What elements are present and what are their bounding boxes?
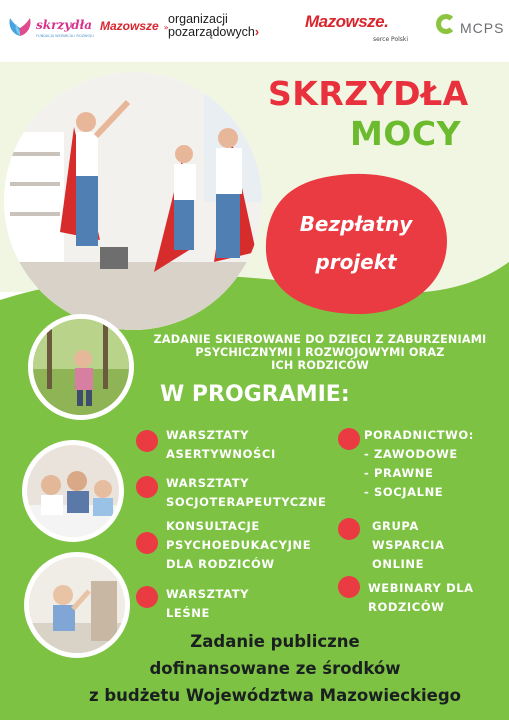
badge-blob (262, 172, 450, 318)
program-item-left-3: KONSULTACJE PSYCHOEDUKACYJNE DLA RODZICÓW (166, 519, 312, 571)
funding-note (40, 628, 509, 709)
bullet-dot (136, 586, 158, 608)
badge-line-1: Bezpłatny (299, 212, 413, 236)
funding-line-2: dofinansowane ze środków (149, 659, 401, 678)
organizacje-line2: pozarządowych (168, 25, 255, 39)
mazowsze-tagline: serce Polski (373, 36, 409, 43)
program-item-left-1: WARSZTATY ASERTYWNOŚCI (166, 428, 276, 461)
double-chevron-icon: » (163, 23, 169, 32)
task-description (140, 333, 500, 372)
task-line-3: ICH RODZICÓW (271, 359, 369, 372)
bullet-dot (136, 532, 158, 554)
task-line-1: ZADANIE SKIEROWANE DO DZIECI Z ZABURZENIAMI (153, 333, 487, 346)
skrzydla-subtitle: FUNDACJA WSPARCIA I ROZWOJU (36, 34, 94, 38)
mazowsze-big-text: Mazowsze. (305, 12, 389, 31)
family-superhero-photo (4, 72, 262, 330)
bullet-dot (338, 518, 360, 540)
program-item-right-3: WEBINARY DLA RODZICÓW (368, 581, 474, 614)
title-line-1: SKRZYDŁA (268, 74, 469, 113)
badge-line-2: projekt (315, 250, 397, 274)
mcps-text: MCPS (460, 20, 505, 36)
organizacje-line1: organizacji (168, 12, 228, 26)
skrzydla-wordmark: skrzydła (36, 18, 92, 32)
program-item-right-2: GRUPA WSPARCIA ONLINE (372, 519, 445, 571)
children-at-table-photo (22, 440, 124, 542)
program-item-left-2: WARSZTATY SOCJOTERAPEUTYCZNE (166, 476, 327, 509)
funding-line-1: Zadanie publiczne (190, 632, 360, 651)
child-in-forest-photo (28, 314, 134, 420)
bullet-dot (338, 428, 360, 450)
bullet-dot (338, 576, 360, 598)
program-item-right-1: PORADNICTWO: - ZAWODOWE - PRAWNE - SOCJALNE (364, 428, 474, 499)
bullet-dot (136, 430, 158, 452)
program-item-left-4: WARSZTATY LEŚNE (166, 587, 250, 620)
funding-line-3: z budżetu Województwa Mazowieckiego (88, 686, 461, 705)
task-line-2: PSYCHICZNYMI I ROZWOJOWYMI ORAZ (195, 346, 445, 359)
bullet-dot (136, 476, 158, 498)
mazowsze-small-text: Mazowsze (100, 19, 159, 33)
title-line-2: MOCY (350, 114, 462, 153)
chevron-right-icon: › (254, 25, 260, 39)
program-heading: W PROGRAMIE: (160, 382, 350, 407)
